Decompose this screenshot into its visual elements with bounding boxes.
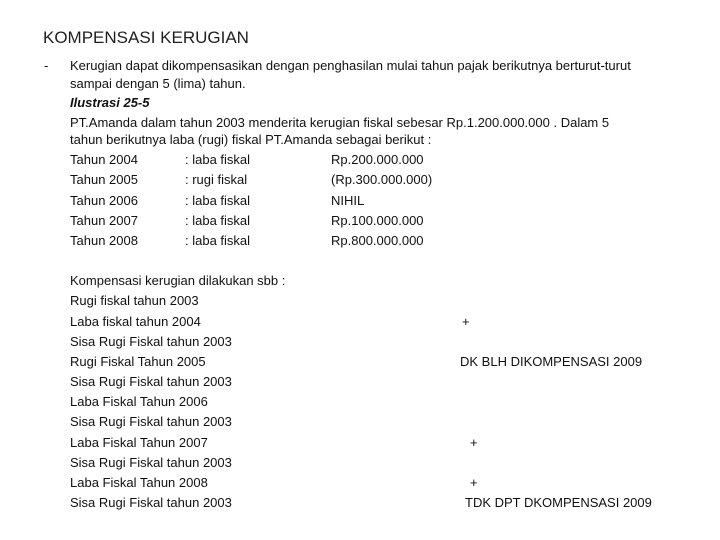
compensation-line: Laba Fiskal Tahun 2007 [70,435,208,450]
page-title: KOMPENSASI KERUGIAN [43,28,249,47]
intro-line-1: Kerugian dapat dikompensasikan dengan penghasilan mulai tahun pajak berikutnya berturut-turut [70,58,631,73]
compensation-note: + [462,314,470,329]
compensation-line: Rugi Fiskal Tahun 2005 [70,354,206,369]
table-year: Tahun 2008 [70,233,138,248]
compensation-note: TDK DPT DKOMPENSASI 2009 [465,495,652,510]
compensation-line: Laba Fiskal Tahun 2008 [70,475,208,490]
compensation-line: Rugi fiskal tahun 2003 [70,293,199,308]
compensation-line: Sisa Rugi Fiskal tahun 2003 [70,334,232,349]
compensation-line: Sisa Rugi Fiskal tahun 2003 [70,495,232,510]
table-type: : laba fiskal [185,213,251,228]
compensation-note: + [470,475,478,490]
compensation-line: Sisa Rugi Fiskal tahun 2003 [70,455,232,470]
table-type: : laba fiskal [185,233,251,248]
table-type: : rugi fiskal [185,172,248,187]
table-amount: Rp.200.000.000 [331,152,424,167]
table-type: : laba fiskal [185,193,251,208]
table-amount: (Rp.300.000.000) [331,172,433,187]
table-amount: NIHIL [331,193,365,208]
table-amount: Rp.800.000.000 [331,233,424,248]
case-line-1: PT.Amanda dalam tahun 2003 menderita kerugian fiskal sebesar Rp.1.200.000.000 . Dalam 5 [70,115,610,130]
table-year: Tahun 2004 [70,152,138,167]
case-line-2: tahun berikutnya laba (rugi) fiskal PT.Amanda sebagai berikut : [70,132,432,147]
table-type: : laba fiskal [185,152,251,167]
table-year: Tahun 2005 [70,172,138,187]
bullet-marker: - [44,58,49,73]
compensation-line: Laba Fiskal Tahun 2006 [70,394,208,409]
intro-line-2: sampai dengan 5 (lima) tahun. [70,76,246,91]
compensation-line: Laba fiskal tahun 2004 [70,314,201,329]
illustration-label: Ilustrasi 25-5 [70,95,150,110]
compensation-note: DK BLH DIKOMPENSASI 2009 [460,354,643,369]
table-year: Tahun 2007 [70,213,138,228]
compensation-line: Sisa Rugi Fiskal tahun 2003 [70,414,232,429]
table-year: Tahun 2006 [70,193,138,208]
compensation-header: Kompensasi kerugian dilakukan sbb : [70,273,286,288]
table-amount: Rp.100.000.000 [331,213,424,228]
compensation-note: + [470,435,478,450]
compensation-line: Sisa Rugi Fiskal tahun 2003 [70,374,232,389]
